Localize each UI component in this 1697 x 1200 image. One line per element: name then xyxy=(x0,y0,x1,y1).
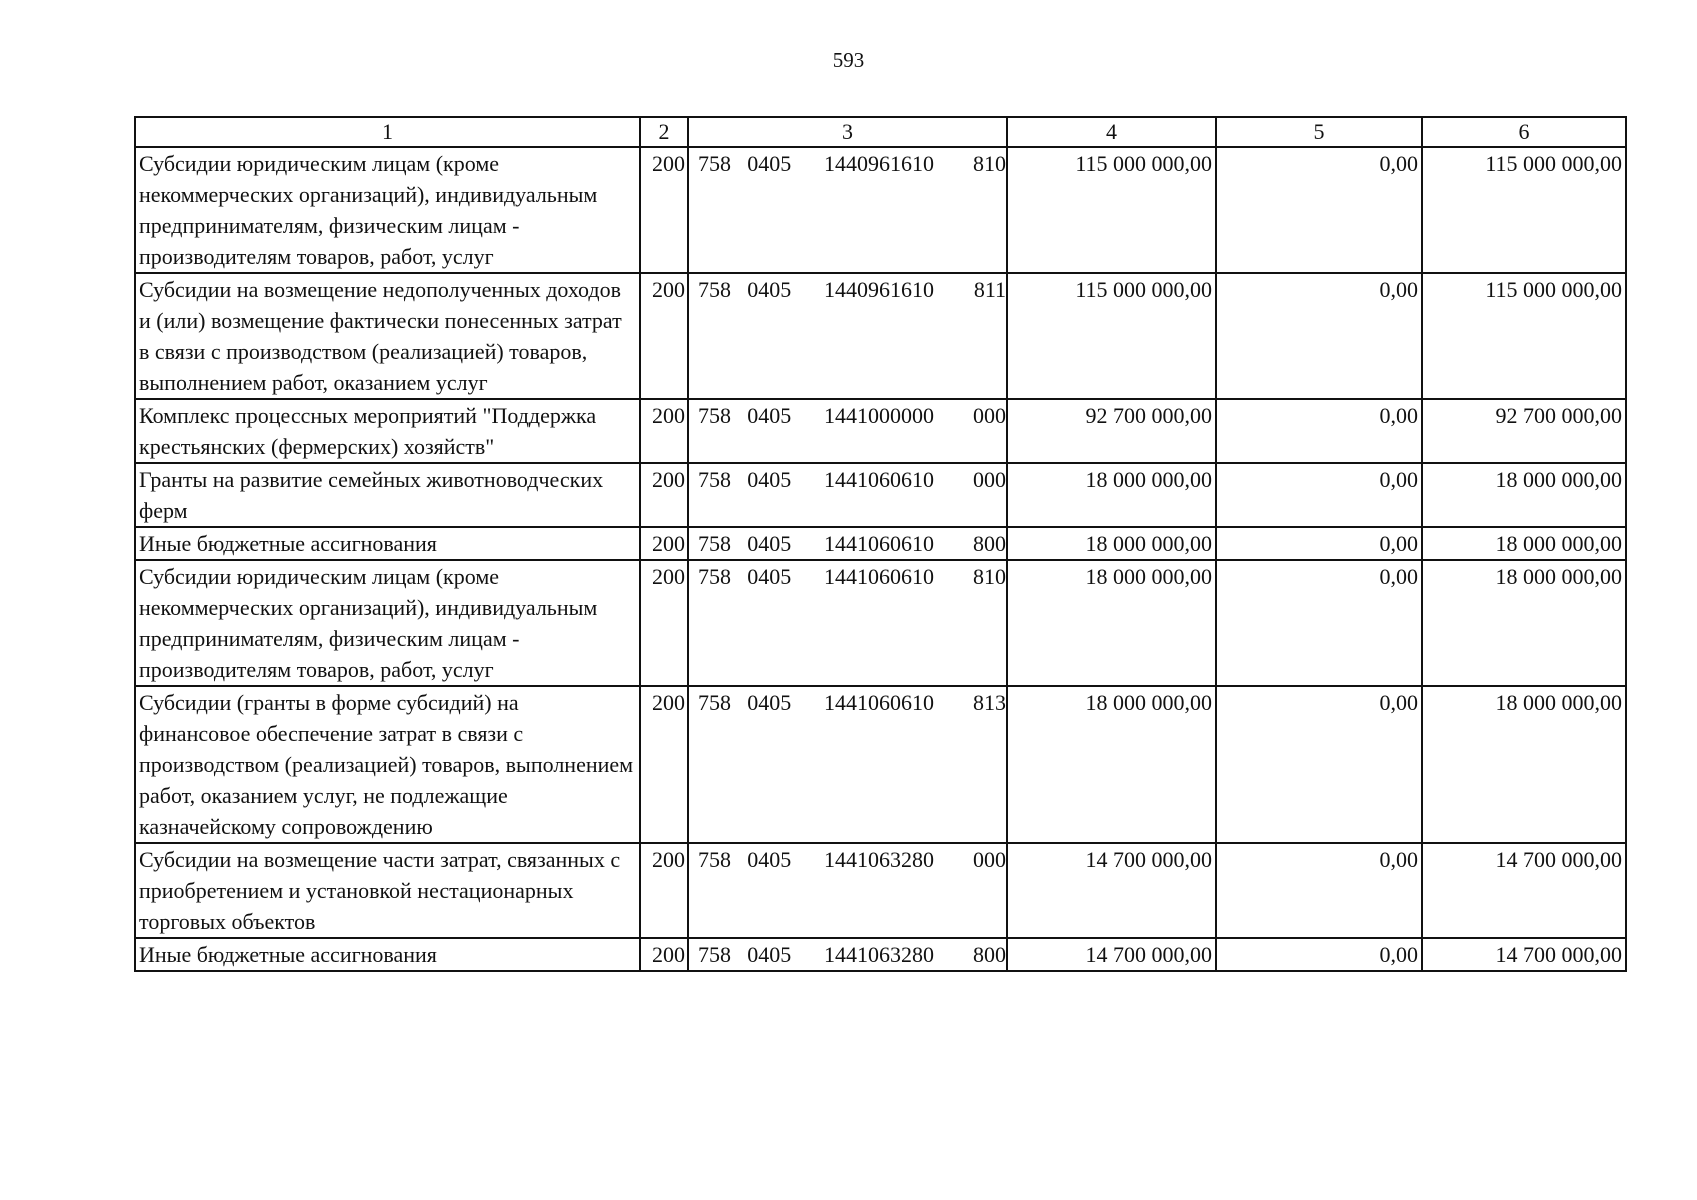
row-col-2: 200 xyxy=(640,273,688,399)
row-col-4-amount: 18 000 000,00 xyxy=(1007,560,1216,686)
header-col-1: 1 xyxy=(135,117,640,147)
row-name: Субсидии на возмещение недополученных доходов и (или) возмещение фактически понесенных затрат в связи с производством (реализацией) товаров, выполнением работ, оказанием услуг xyxy=(135,273,640,399)
row-budget-code xyxy=(688,527,1007,560)
expense-type-code: 800 xyxy=(973,942,1006,967)
row-budget-code xyxy=(688,147,1007,273)
row-col-6-amount: 14 700 000,00 xyxy=(1422,938,1626,971)
row-name: Субсидии юридическим лицам (кроме некоммерческих организаций), индивидуальным предпринимателям, физическим лицам - производителям товаров, работ, услуг xyxy=(135,147,640,273)
budget-table xyxy=(134,116,1627,972)
row-col-4-amount: 14 700 000,00 xyxy=(1007,938,1216,971)
expense-type-code: 810 xyxy=(973,564,1006,589)
row-col-5-amount: 0,00 xyxy=(1216,147,1422,273)
ministry-code: 758 xyxy=(698,564,731,589)
ministry-code: 758 xyxy=(698,403,731,428)
ministry-code: 758 xyxy=(698,151,731,176)
budget-code-group xyxy=(689,148,1006,179)
row-budget-code xyxy=(688,273,1007,399)
row-budget-code xyxy=(688,560,1007,686)
section-code: 0405 xyxy=(747,564,792,589)
row-name: Субсидии юридическим лицам (кроме некоммерческих организаций), индивидуальным предпринимателям, физическим лицам - производителям товаров, работ, услуг xyxy=(135,560,640,686)
row-budget-code xyxy=(688,686,1007,843)
target-article-code: 1441060610 xyxy=(823,690,934,715)
row-name: Субсидии на возмещение части затрат, связанных с приобретением и установкой нестационарных торговых объектов xyxy=(135,843,640,938)
header-col-2: 2 xyxy=(640,117,688,147)
ministry-code: 758 xyxy=(698,467,731,492)
row-col-2: 200 xyxy=(640,686,688,843)
target-article-code: 1441063280 xyxy=(823,847,934,872)
section-code: 0405 xyxy=(747,942,792,967)
header-col-6: 6 xyxy=(1422,117,1626,147)
section-code: 0405 xyxy=(747,531,792,556)
row-col-6-amount: 18 000 000,00 xyxy=(1422,560,1626,686)
budget-code-group xyxy=(689,687,1006,718)
expense-type-code: 810 xyxy=(973,151,1006,176)
target-article-code: 1440961610 xyxy=(823,151,934,176)
page-number: 593 xyxy=(832,48,865,72)
expense-type-code: 813 xyxy=(973,690,1006,715)
row-col-2: 200 xyxy=(640,843,688,938)
table-row xyxy=(135,686,1626,843)
expense-type-code: 811 xyxy=(973,277,1006,302)
expense-type-code: 000 xyxy=(973,847,1006,872)
row-col-6-amount: 92 700 000,00 xyxy=(1422,399,1626,463)
ministry-code: 758 xyxy=(698,531,731,556)
budget-code-group xyxy=(689,844,1006,875)
row-col-2: 200 xyxy=(640,560,688,686)
row-col-4-amount: 18 000 000,00 xyxy=(1007,527,1216,560)
row-name: Гранты на развитие семейных животноводческих ферм xyxy=(135,463,640,527)
section-code: 0405 xyxy=(747,847,792,872)
row-col-6-amount: 115 000 000,00 xyxy=(1422,273,1626,399)
section-code: 0405 xyxy=(747,690,792,715)
row-col-4-amount: 92 700 000,00 xyxy=(1007,399,1216,463)
row-col-5-amount: 0,00 xyxy=(1216,938,1422,971)
table-row xyxy=(135,938,1626,971)
row-name: Субсидии (гранты в форме субсидий) на финансовое обеспечение затрат в связи с производством (реализацией) товаров, выполнением работ, оказанием услуг, не подлежащие казначейскому сопровождению xyxy=(135,686,640,843)
row-col-4-amount: 115 000 000,00 xyxy=(1007,147,1216,273)
target-article-code: 1441063280 xyxy=(823,942,934,967)
row-col-2: 200 xyxy=(640,527,688,560)
row-col-5-amount: 0,00 xyxy=(1216,560,1422,686)
row-budget-code xyxy=(688,843,1007,938)
row-col-2: 200 xyxy=(640,147,688,273)
table-row xyxy=(135,399,1626,463)
row-col-6-amount: 18 000 000,00 xyxy=(1422,686,1626,843)
ministry-code: 758 xyxy=(698,690,731,715)
ministry-code: 758 xyxy=(698,277,731,302)
row-col-2: 200 xyxy=(640,399,688,463)
row-name: Комплекс процессных мероприятий "Поддержка крестьянских (фермерских) хозяйств" xyxy=(135,399,640,463)
budget-code-group xyxy=(689,274,1006,305)
section-code: 0405 xyxy=(747,403,792,428)
section-code: 0405 xyxy=(747,151,792,176)
row-col-6-amount: 115 000 000,00 xyxy=(1422,147,1626,273)
target-article-code: 1440961610 xyxy=(823,277,934,302)
budget-code-group xyxy=(689,939,1006,970)
row-col-4-amount: 18 000 000,00 xyxy=(1007,686,1216,843)
table-row xyxy=(135,273,1626,399)
target-article-code: 1441060610 xyxy=(823,531,934,556)
row-budget-code xyxy=(688,938,1007,971)
section-code: 0405 xyxy=(747,277,792,302)
budget-code-group xyxy=(689,464,1006,495)
expense-type-code: 000 xyxy=(973,467,1006,492)
row-col-5-amount: 0,00 xyxy=(1216,843,1422,938)
section-code: 0405 xyxy=(747,467,792,492)
target-article-code: 1441000000 xyxy=(823,403,934,428)
row-col-6-amount: 18 000 000,00 xyxy=(1422,463,1626,527)
expense-type-code: 000 xyxy=(973,403,1006,428)
row-col-2: 200 xyxy=(640,463,688,527)
expense-type-code: 800 xyxy=(973,531,1006,556)
table-row xyxy=(135,560,1626,686)
row-col-5-amount: 0,00 xyxy=(1216,527,1422,560)
row-col-5-amount: 0,00 xyxy=(1216,273,1422,399)
header-row xyxy=(135,117,1626,147)
row-col-6-amount: 14 700 000,00 xyxy=(1422,843,1626,938)
row-col-5-amount: 0,00 xyxy=(1216,399,1422,463)
row-budget-code xyxy=(688,463,1007,527)
budget-code-group xyxy=(689,561,1006,592)
table-row xyxy=(135,843,1626,938)
table-row xyxy=(135,527,1626,560)
row-col-5-amount: 0,00 xyxy=(1216,463,1422,527)
ministry-code: 758 xyxy=(698,847,731,872)
target-article-code: 1441060610 xyxy=(823,467,934,492)
row-col-5-amount: 0,00 xyxy=(1216,686,1422,843)
table-row xyxy=(135,463,1626,527)
row-name: Иные бюджетные ассигнования xyxy=(135,527,640,560)
row-col-2: 200 xyxy=(640,938,688,971)
header-col-5: 5 xyxy=(1216,117,1422,147)
row-budget-code xyxy=(688,399,1007,463)
budget-code-group xyxy=(689,528,1006,559)
table-row xyxy=(135,147,1626,273)
row-col-4-amount: 18 000 000,00 xyxy=(1007,463,1216,527)
budget-code-group xyxy=(689,400,1006,431)
row-col-4-amount: 115 000 000,00 xyxy=(1007,273,1216,399)
row-col-4-amount: 14 700 000,00 xyxy=(1007,843,1216,938)
ministry-code: 758 xyxy=(698,942,731,967)
row-name: Иные бюджетные ассигнования xyxy=(135,938,640,971)
header-col-3: 3 xyxy=(688,117,1007,147)
target-article-code: 1441060610 xyxy=(823,564,934,589)
row-col-6-amount: 18 000 000,00 xyxy=(1422,527,1626,560)
header-col-4: 4 xyxy=(1007,117,1216,147)
